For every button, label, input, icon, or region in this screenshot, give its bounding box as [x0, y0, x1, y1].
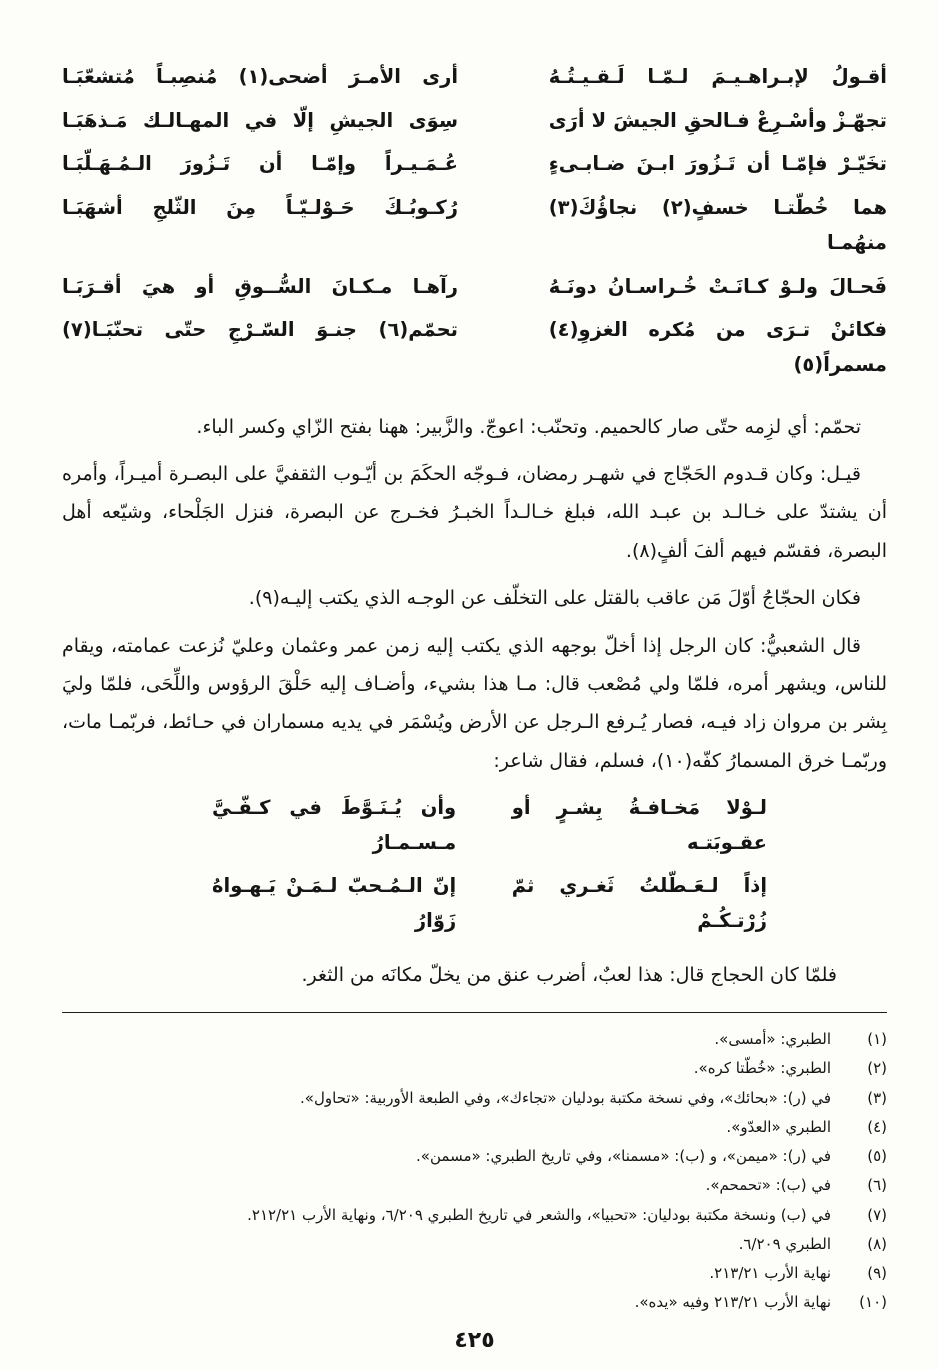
verse-line	[62, 60, 887, 95]
hemistich-right: لـوْلا مَخـافـةُ بِشـرٍ أو عقـوبَتـه	[511, 796, 767, 854]
hemistich-left: أرى الأمـرَ أضحى(١) مُنصِبـاً مُتشعّبَـا	[62, 65, 459, 88]
footnote-item	[62, 1054, 887, 1083]
footnote-item	[62, 1084, 887, 1113]
hemistich-left: سِوَى الجيشِ إلّا في المهـالـك مَـذهَبَـا	[62, 108, 458, 132]
hemistich-right: إذاً لـعَـطّلتُ ثَغـري ثمّ زُرْتـكُـمْ	[511, 874, 767, 933]
footnote-item	[62, 1230, 887, 1259]
hemistich-left: عُـمَـيـراً وإمّـا أن تَـزُورَ الـمُـهَـلّبَـا	[62, 152, 458, 176]
hemistich-right: هما خُطّتـا خسفٍ(٢) نجاؤُكَ(٣) منهُمـا	[548, 196, 887, 254]
footnote-number: (٧)	[867, 1205, 887, 1224]
hemistich-right: فَحـالَ ولـوْ كـانَـتْ خُـراسـانُ دونَـهُ	[548, 274, 887, 298]
footnote-number: (٩)	[867, 1264, 887, 1283]
verse-line	[62, 191, 887, 260]
footnote-text: في (ب) ونسخة مكتبة بودليان: «تحبيا»، والشعر في تاريخ الطبري ٦/٢٠٩، ونهاية الأرب ٢١٢/٢١.	[247, 1205, 831, 1224]
footnote-text: الطبري: «خُطّتا كره».	[693, 1059, 831, 1078]
hemistich-left: رُكـوبُـكَ حَـوْلـيّـاً مِنَ الثّلجِ أشهَبَـا	[62, 196, 458, 220]
hemistich-left: إنّ الـمُـحبّ لـمَـنْ يَـهـواهُ زَوّارُ	[212, 874, 457, 933]
narrative-paragraph-3: قال الشعبيُّ: كان الرجل إذا أخلّ بوجهه الذي يكتب إليه زمن عمر وعثمان وعليّ نُزعت عمامته، ويقام للناس، ويشهر أمره، فلمّا ولي مُصْعب قال: مـا هذا بشيء، وأضـاف إليه حَلْقَ الرؤوس واللِّحَى، فلمّا وليَ بِشر بن مروان زاد فيـه، فصار يُـرفع الـرجل عن الأرض ويُسْمَر في يديه مسماران في حـائط، فربّمـا مات، وربّمـا خرق المسمارُ كفّه(١٠)، فسلم، فقال شاعر:	[62, 634, 887, 772]
verse-line	[62, 104, 887, 139]
footnote-item	[62, 1171, 887, 1200]
footnote-text: في (ب): «تحمحم».	[705, 1176, 831, 1195]
page-number: ٤٢٥	[454, 1327, 495, 1353]
hemistich-right: تجهّـزْ وأسْـرِعْ فـالحقِ الجيشَ لا أرَى	[548, 108, 887, 132]
hemistich-left: وأن يُـنَـوَّطَ في كـفّـيَّ مـسـمـارُ	[212, 796, 457, 854]
footnote-number: (٦)	[867, 1176, 887, 1195]
footnote-number: (١٠)	[859, 1293, 887, 1312]
footnote-item	[62, 1113, 887, 1142]
footnote-number: (٤)	[867, 1117, 887, 1136]
footnote-item	[62, 1142, 887, 1171]
poem-inner	[62, 789, 887, 950]
footnote-number: (٥)	[867, 1147, 887, 1166]
footnote-text: الطبري: «أمسى».	[714, 1030, 831, 1049]
closing-paragraph: فلمّا كان الحجاج قال: هذا لعبٌ، أضرب عنق من يخلّ مكانَه من الثغر.	[301, 963, 837, 986]
footnote-text: في (ر): «ميمن»، و (ب): «مسمنا»، وفي تاريخ الطبري: «مسمن».	[416, 1147, 831, 1166]
verse-line	[212, 791, 767, 860]
hemistich-left: تحمّم(٦) جنـوَ السّـرْجِ حتّى تحنّبَـا(٧)	[62, 318, 458, 342]
narrative-paragraph-2: فكان الحجّاجُ أوّلَ مَن عاقب بالقتل على التخلّف عن الوجـه الذي يكتب إليـه(٩).	[248, 587, 861, 610]
verse-line	[62, 313, 887, 382]
verse-line	[62, 270, 887, 305]
footnote-text: في (ر): «بحائك»، وفي نسخة مكتبة بودليان «تجاءك»، وفي الطبعة الأوربية: «تحاول».	[300, 1088, 831, 1107]
footnote-list	[62, 1025, 887, 1318]
hemistich-left: رآهـا مـكـانَ السُّــوقِ أو هيَ أقـرَبَـا	[62, 274, 458, 298]
verse-line	[212, 869, 767, 938]
commentary-paragraph: تحمّم: أي لزِمه حتّى صار كالحميم. وتحنّب: اعوجّ. والزَّبير: ههنا بفتح الزّاي وكسر الباء.	[196, 415, 861, 438]
footnote-item	[62, 1288, 887, 1317]
footnote-text: نهاية الأرب ٢١٣/٢١ وفيه «يده».	[634, 1293, 831, 1312]
footnote-text: نهاية الأرب ٢١٣/٢١.	[709, 1264, 831, 1283]
poem-main	[62, 60, 887, 392]
footnote-number: (٢)	[867, 1059, 887, 1078]
narrative-paragraph-1: قيـل: وكان قـدوم الحَجّاج في شهـر رمضان، فـوجّه الحكَمَ بن أيّـوب الثقفيَّ على البصـرة أميـراً، وأمره أن يشتدّ على خـالـد بن عبـد الله، فبلغ خـالـداً الخبـرُ فخـرج عن البصرة، فنزل الجَلْحاء، وشيّعه أهل البصرة، فقسّم فيهم ألفَ ألفٍ(٨).	[62, 463, 887, 562]
verse-line	[62, 147, 887, 182]
hemistich-right: تخَيّـرْ فإمّـا أن تَـزُورَ ابـنَ ضـابـىءٍ	[548, 152, 887, 176]
footnote-number: (٨)	[867, 1234, 887, 1253]
footnote-text: الطبري «العدّو».	[726, 1117, 831, 1136]
footnotes-section	[62, 1012, 887, 1318]
footnote-item	[62, 1201, 887, 1230]
footnote-number: (١)	[867, 1030, 887, 1049]
footnote-item	[62, 1025, 887, 1054]
hemistich-right: فكائنْ تـرَى من مُكره الغزوِ(٤) مسمراً(٥)	[548, 318, 887, 376]
hemistich-right: أقـولُ لإبـراهـيـمَ لـمّـا لَـقـيـتُـهُ	[548, 65, 887, 88]
footnote-item	[62, 1259, 887, 1288]
footnote-text: الطبري ٦/٢٠٩.	[738, 1234, 831, 1253]
footnote-number: (٣)	[867, 1088, 887, 1107]
